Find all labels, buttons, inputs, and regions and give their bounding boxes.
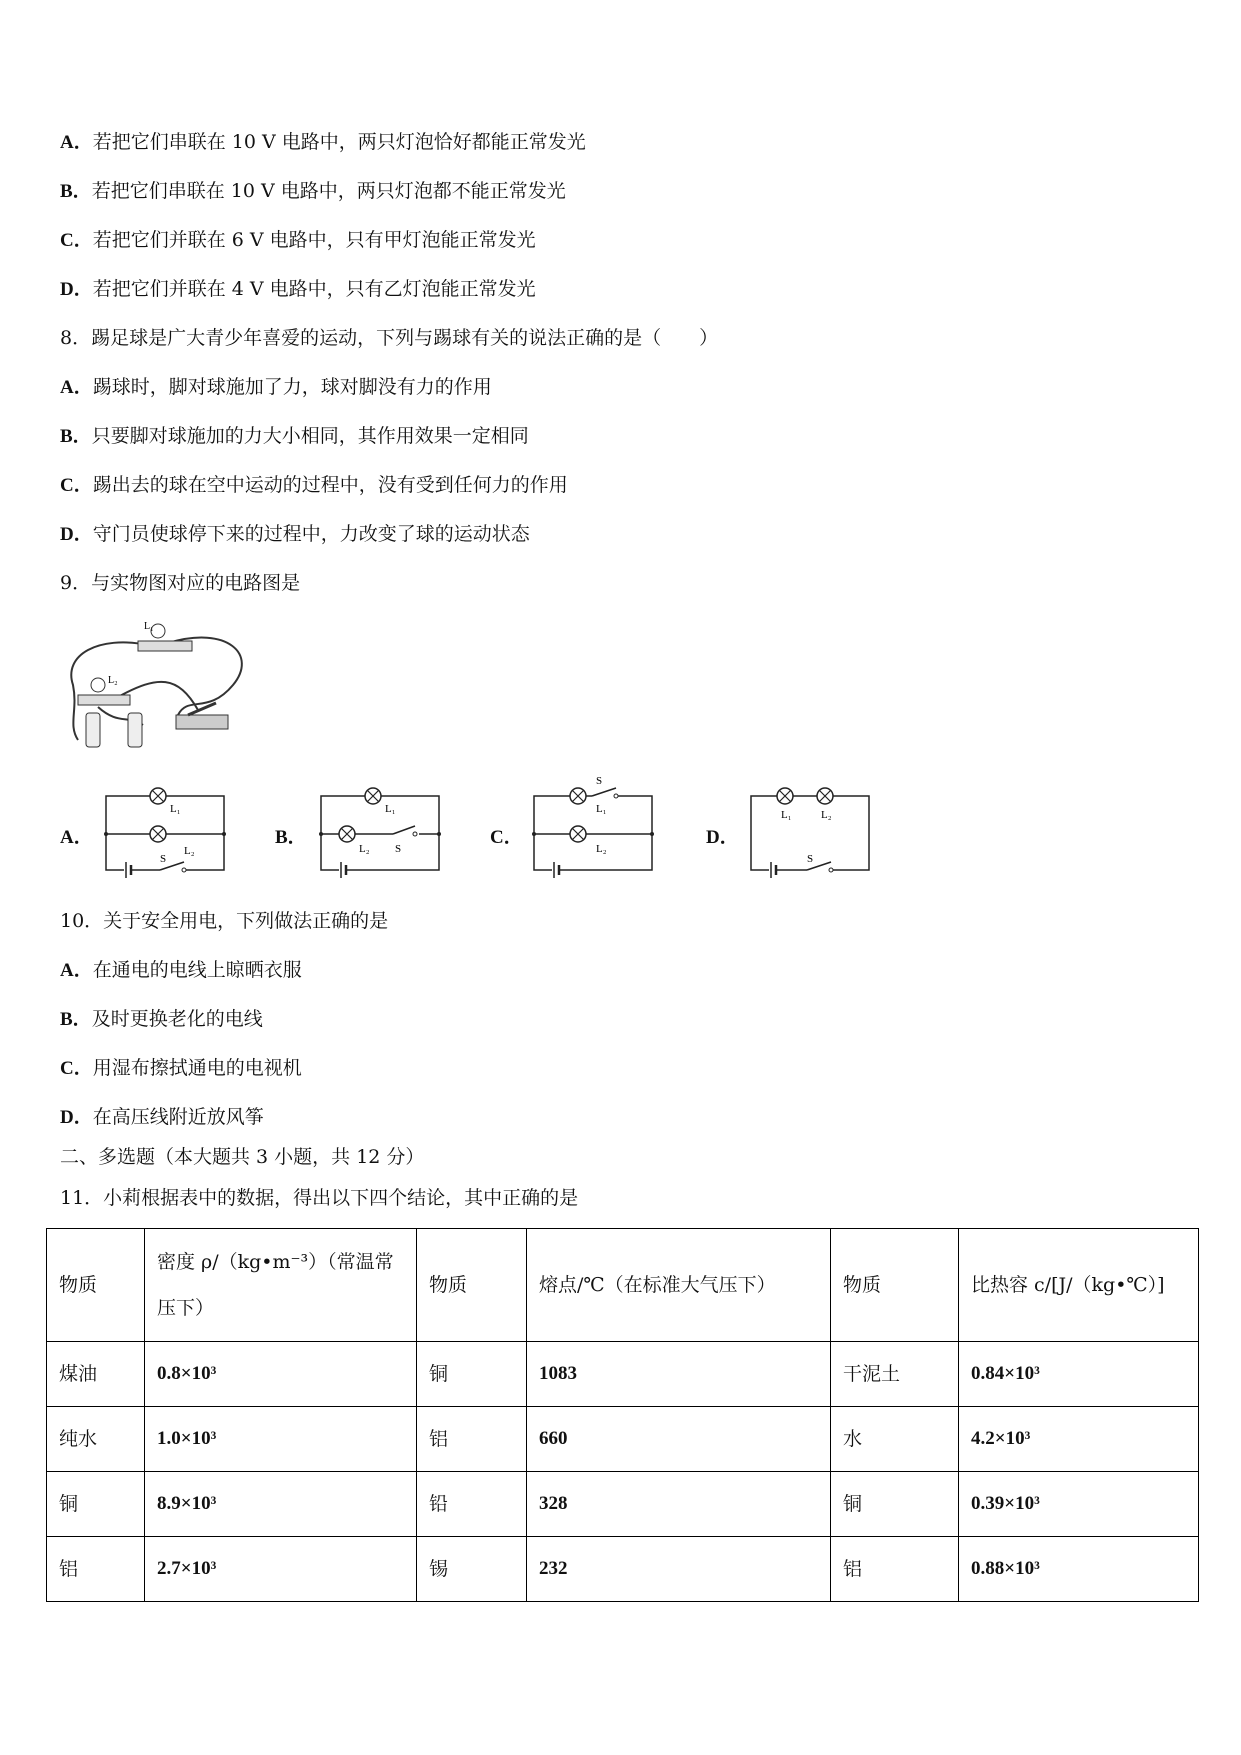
- table-header-cell: 熔点/℃（在标准大气压下）: [527, 1229, 831, 1342]
- q10-option-d: [60, 1105, 264, 1130]
- circuit-diagram-a: [100, 782, 235, 878]
- option-text: 若把它们串联在 10 V 电路中，两只灯泡恰好都能正常发光: [92, 131, 586, 153]
- table-cell: 328: [527, 1472, 831, 1537]
- circuit-d-l1-label: L₁: [781, 809, 792, 821]
- option-label: B．: [60, 426, 92, 447]
- table-cell: 1083: [527, 1342, 831, 1407]
- circuit-option-a-letter: A．: [60, 827, 93, 848]
- table-header-row: [47, 1229, 1199, 1342]
- circuit-photo-image: [58, 615, 258, 755]
- option-text: 若把它们串联在 10 V 电路中，两只灯泡都不能正常发光: [91, 180, 566, 202]
- table-cell: 2.7×10³: [145, 1537, 417, 1602]
- q10-option-c: [60, 1056, 302, 1081]
- table-cell: 铜: [831, 1472, 959, 1537]
- table-cell: 铝: [831, 1537, 959, 1602]
- circuit-diagram-b: [315, 782, 450, 878]
- table-cell: 8.9×10³: [145, 1472, 417, 1537]
- table-cell: 232: [527, 1537, 831, 1602]
- table-cell: 0.39×10³: [959, 1472, 1199, 1537]
- q8-option-a: [60, 375, 492, 400]
- photo-label-l1: L₁: [144, 621, 154, 632]
- photo-label-l2: L₂: [108, 675, 118, 686]
- option-label: B．: [60, 1009, 92, 1030]
- option-label: A．: [60, 377, 93, 398]
- q10-option-b: [60, 1007, 263, 1032]
- circuit-d-l2-label: L₂: [821, 809, 832, 821]
- option-text: 及时更换老化的电线: [91, 1008, 263, 1030]
- circuit-c-l2-label: L₂: [596, 843, 607, 855]
- table-header-cell: 密度 ρ/（kg•m⁻³）（常温常压下）: [145, 1229, 417, 1342]
- table-row: [47, 1472, 1199, 1537]
- table-cell: 4.2×10³: [959, 1407, 1199, 1472]
- option-label: A．: [60, 132, 93, 153]
- circuit-b-l1-label: L₁: [385, 803, 396, 815]
- q7-option-a: [60, 130, 586, 155]
- table-cell: 铝: [47, 1537, 145, 1602]
- q8-option-d: [60, 522, 530, 547]
- table-cell: 纯水: [47, 1407, 145, 1472]
- circuit-option-b-letter: B．: [275, 827, 307, 848]
- table-cell: 铜: [417, 1342, 527, 1407]
- table-cell: 铜: [47, 1472, 145, 1537]
- circuit-diagram-c: [528, 772, 663, 878]
- table-cell: 锡: [417, 1537, 527, 1602]
- data-table: [46, 1228, 1199, 1602]
- option-text: 只要脚对球施加的力大小相同，其作用效果一定相同: [91, 425, 529, 447]
- circuit-b-s-label: S: [395, 843, 402, 855]
- circuit-a-l2-label: L₂: [184, 845, 195, 857]
- option-text: 踢出去的球在空中运动的过程中，没有受到任何力的作用: [92, 474, 568, 496]
- option-label: C．: [60, 475, 93, 496]
- option-label: D．: [60, 279, 93, 300]
- option-label: D．: [60, 1107, 93, 1128]
- table-cell: 0.88×10³: [959, 1537, 1199, 1602]
- option-label: D．: [60, 524, 93, 545]
- q11-stem: 11．小莉根据表中的数据，得出以下四个结论，其中正确的是: [60, 1187, 579, 1209]
- table-cell: 干泥土: [831, 1342, 959, 1407]
- q10-option-a: [60, 958, 302, 983]
- table-cell: 660: [527, 1407, 831, 1472]
- table-cell: 水: [831, 1407, 959, 1472]
- table-cell: 0.8×10³: [145, 1342, 417, 1407]
- option-label: C．: [60, 230, 93, 251]
- option-label: A．: [60, 960, 93, 981]
- table-cell: 铅: [417, 1472, 527, 1537]
- circuit-a-l1-label: L₁: [170, 803, 181, 815]
- option-label: B．: [60, 181, 92, 202]
- circuit-option-d-letter: D．: [706, 827, 739, 848]
- section-heading: 二、多选题（本大题共 3 小题，共 12 分）: [60, 1146, 425, 1168]
- table-row: [47, 1342, 1199, 1407]
- option-text: 守门员使球停下来的过程中，力改变了球的运动状态: [92, 523, 530, 545]
- option-text: 踢球时，脚对球施加了力，球对脚没有力的作用: [92, 376, 492, 398]
- q8-option-c: [60, 473, 568, 498]
- circuit-b-l2-label: L₂: [359, 843, 370, 855]
- q7-option-d: [60, 277, 536, 302]
- option-label: C．: [60, 1058, 93, 1079]
- table-header-cell: 物质: [47, 1229, 145, 1342]
- option-text: 用湿布擦拭通电的电视机: [92, 1057, 302, 1079]
- circuit-diagram-d: [745, 782, 880, 878]
- circuit-c-s-label: S: [596, 775, 603, 787]
- q7-option-b: [60, 179, 566, 204]
- q8-stem: 8．踢足球是广大青少年喜爱的运动，下列与踢球有关的说法正确的是（ ）: [60, 327, 719, 349]
- option-text: 若把它们并联在 6 V 电路中，只有甲灯泡能正常发光: [92, 229, 536, 251]
- circuit-a-s-label: S: [160, 853, 167, 865]
- q7-option-c: [60, 228, 536, 253]
- table-cell: 铝: [417, 1407, 527, 1472]
- table-row: [47, 1407, 1199, 1472]
- table-header-cell: 物质: [831, 1229, 959, 1342]
- q10-stem: 10．关于安全用电，下列做法正确的是: [60, 910, 389, 932]
- q9-stem: 9．与实物图对应的电路图是: [60, 572, 301, 594]
- table-cell: 0.84×10³: [959, 1342, 1199, 1407]
- circuit-option-c-letter: C．: [490, 827, 523, 848]
- option-text: 在通电的电线上晾晒衣服: [92, 959, 302, 981]
- option-text: 在高压线附近放风筝: [92, 1106, 264, 1128]
- table-cell: 1.0×10³: [145, 1407, 417, 1472]
- circuit-c-l1-label: L₁: [596, 803, 607, 815]
- table-cell: 煤油: [47, 1342, 145, 1407]
- table-header-cell: 物质: [417, 1229, 527, 1342]
- table-header-cell: 比热容 c/[J/（kg•℃）]: [959, 1229, 1199, 1342]
- q8-option-b: [60, 424, 529, 449]
- circuit-d-s-label: S: [807, 853, 814, 865]
- option-text: 若把它们并联在 4 V 电路中，只有乙灯泡能正常发光: [92, 278, 536, 300]
- table-row: [47, 1537, 1199, 1602]
